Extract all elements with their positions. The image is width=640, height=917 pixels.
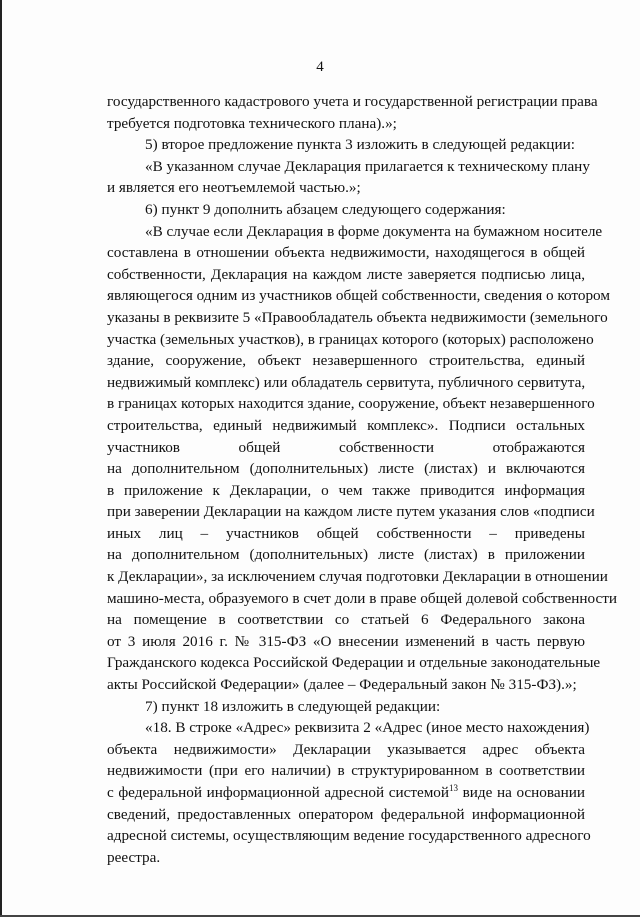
- text-line: [107, 739, 585, 761]
- text-line: [107, 674, 585, 696]
- text-line-content: «В указанном случае Декларация прилагается к техническому плану: [145, 157, 590, 175]
- text-line-content: на дополнительном (дополнительных) листе (листах) и включаются: [107, 460, 585, 478]
- body-text: [107, 91, 617, 868]
- text-line: [107, 566, 608, 588]
- text-line-content: Гражданского кодекса Российской Федерации и отдельные законодательные: [107, 654, 601, 672]
- text-line-content: являющегося одним из участников общей собственности, сведения о котором: [107, 287, 610, 305]
- text-line-content: с федеральной информационной адресной системой: [107, 784, 450, 801]
- text-line: [107, 523, 585, 545]
- text-line: [107, 134, 585, 156]
- text-line: [107, 285, 610, 307]
- text-line-content: 7) пункт 18 изложить в следующей редакции:: [145, 697, 441, 715]
- text-line-content: на помещение в соответствии со статьей 6 Федерального закона: [107, 611, 585, 629]
- text-line: [107, 782, 585, 804]
- text-line: [107, 113, 585, 135]
- text-line: [107, 717, 590, 739]
- text-line-content: от 3 июля 2016 г. № 315-ФЗ «О внесении изменений в часть первую: [107, 632, 585, 650]
- text-line-content: 5) второе предложение пункта 3 изложить в следующей редакции:: [145, 136, 575, 154]
- text-line-content: «В случае если Декларация в форме документа на бумажном носителе: [145, 222, 603, 240]
- text-line: [107, 264, 585, 286]
- text-line-content: на дополнительном (дополнительных) листе (листах) в приложении: [107, 546, 585, 564]
- text-line-content: недвижимый комплекс) или обладатель сервитута, публичного сервитута,: [107, 373, 586, 391]
- text-line-content: требуется подготовка технического плана).»;: [107, 114, 397, 132]
- text-line: [107, 415, 585, 437]
- text-line: [107, 156, 590, 178]
- text-line: [107, 652, 601, 674]
- text-line-content: при заверении Декларации на каждом листе путем указания слов «подписи: [107, 503, 595, 521]
- text-line-content: адресной системы, осуществляющим ведение государственного адресного: [107, 827, 591, 845]
- text-line-content: машино-места, образуемого в счет доли в праве общей долевой собственности: [107, 589, 617, 607]
- text-line: [107, 393, 595, 415]
- text-line: [107, 350, 585, 372]
- text-line-content: сведений, предоставленных оператором федеральной информационной: [107, 805, 585, 823]
- text-line-content: указаны в реквизите 5 «Правообладатель объекта недвижимости (земельного: [107, 308, 608, 326]
- text-line-content: недвижимости (при его наличии) в структурированном в соответствии: [107, 762, 585, 780]
- text-line-content: акты Российской Федерации» (далее – Федеральный закон № 315-ФЗ).»;: [107, 676, 577, 694]
- text-line-content: в приложение к Декларации, о чем также приводится информация: [107, 481, 585, 499]
- text-line-content: собственности, Декларация на каждом листе заверяется подписью лица,: [107, 265, 585, 283]
- text-line: [107, 372, 585, 394]
- text-line: [107, 437, 585, 459]
- text-line: [107, 588, 617, 610]
- text-line: [107, 91, 598, 113]
- text-line-content: 6) пункт 9 дополнить абзацем следующего содержания:: [145, 200, 506, 218]
- text-line-content: участников общей собственности отображаются: [107, 438, 585, 456]
- text-line: [107, 760, 585, 782]
- text-line-content: государственного кадастрового учета и государственной регистрации права: [107, 93, 598, 110]
- text-line: [107, 199, 585, 221]
- text-line-content: «18. В строке «Адрес» реквизита 2 «Адрес (иное место нахождения): [145, 719, 590, 737]
- text-line-content: строительства, единый недвижимый комплекс». Подписи остальных: [107, 416, 585, 434]
- text-line: [107, 458, 585, 480]
- text-line-content: здание, сооружение, объект незавершенного строительства, единый: [107, 352, 585, 370]
- text-line: [107, 631, 585, 653]
- text-line: [107, 609, 585, 631]
- text-line: [107, 804, 585, 826]
- scan-left-edge: [0, 0, 2, 917]
- text-line: [107, 696, 585, 718]
- text-line-content: составлена в отношении объекта недвижимости, находящегося в общей: [107, 244, 585, 262]
- text-line-continuation: виде на основании: [458, 784, 585, 801]
- text-line-content: в границах которых находится здание, сооружение, объект незавершенного: [107, 395, 595, 413]
- footnote-mark: 13: [449, 782, 459, 793]
- text-line-content: объекта недвижимости» Декларации указывается адрес объекта: [107, 740, 585, 758]
- text-line: [107, 480, 585, 502]
- text-line: [107, 501, 595, 523]
- text-line: [107, 177, 585, 199]
- text-line: [107, 307, 608, 329]
- text-line: [107, 825, 591, 847]
- page-number: 4: [316, 59, 324, 75]
- text-line: [107, 329, 594, 351]
- text-line: [107, 221, 603, 243]
- text-line-content: и является его неотъемлемой частью.»;: [107, 179, 361, 197]
- text-line-content: участка (земельных участков), в границах которого (которых) расположено: [107, 330, 594, 348]
- text-line: [107, 847, 585, 869]
- text-line: [107, 544, 585, 566]
- text-line-content: иных лиц – участников общей собственности – приведены: [107, 524, 585, 542]
- text-line-content: к Декларации», за исключением случая подготовки Декларации в отношении: [107, 568, 608, 586]
- text-line-content: реестра.: [107, 848, 161, 866]
- text-line: [107, 242, 585, 264]
